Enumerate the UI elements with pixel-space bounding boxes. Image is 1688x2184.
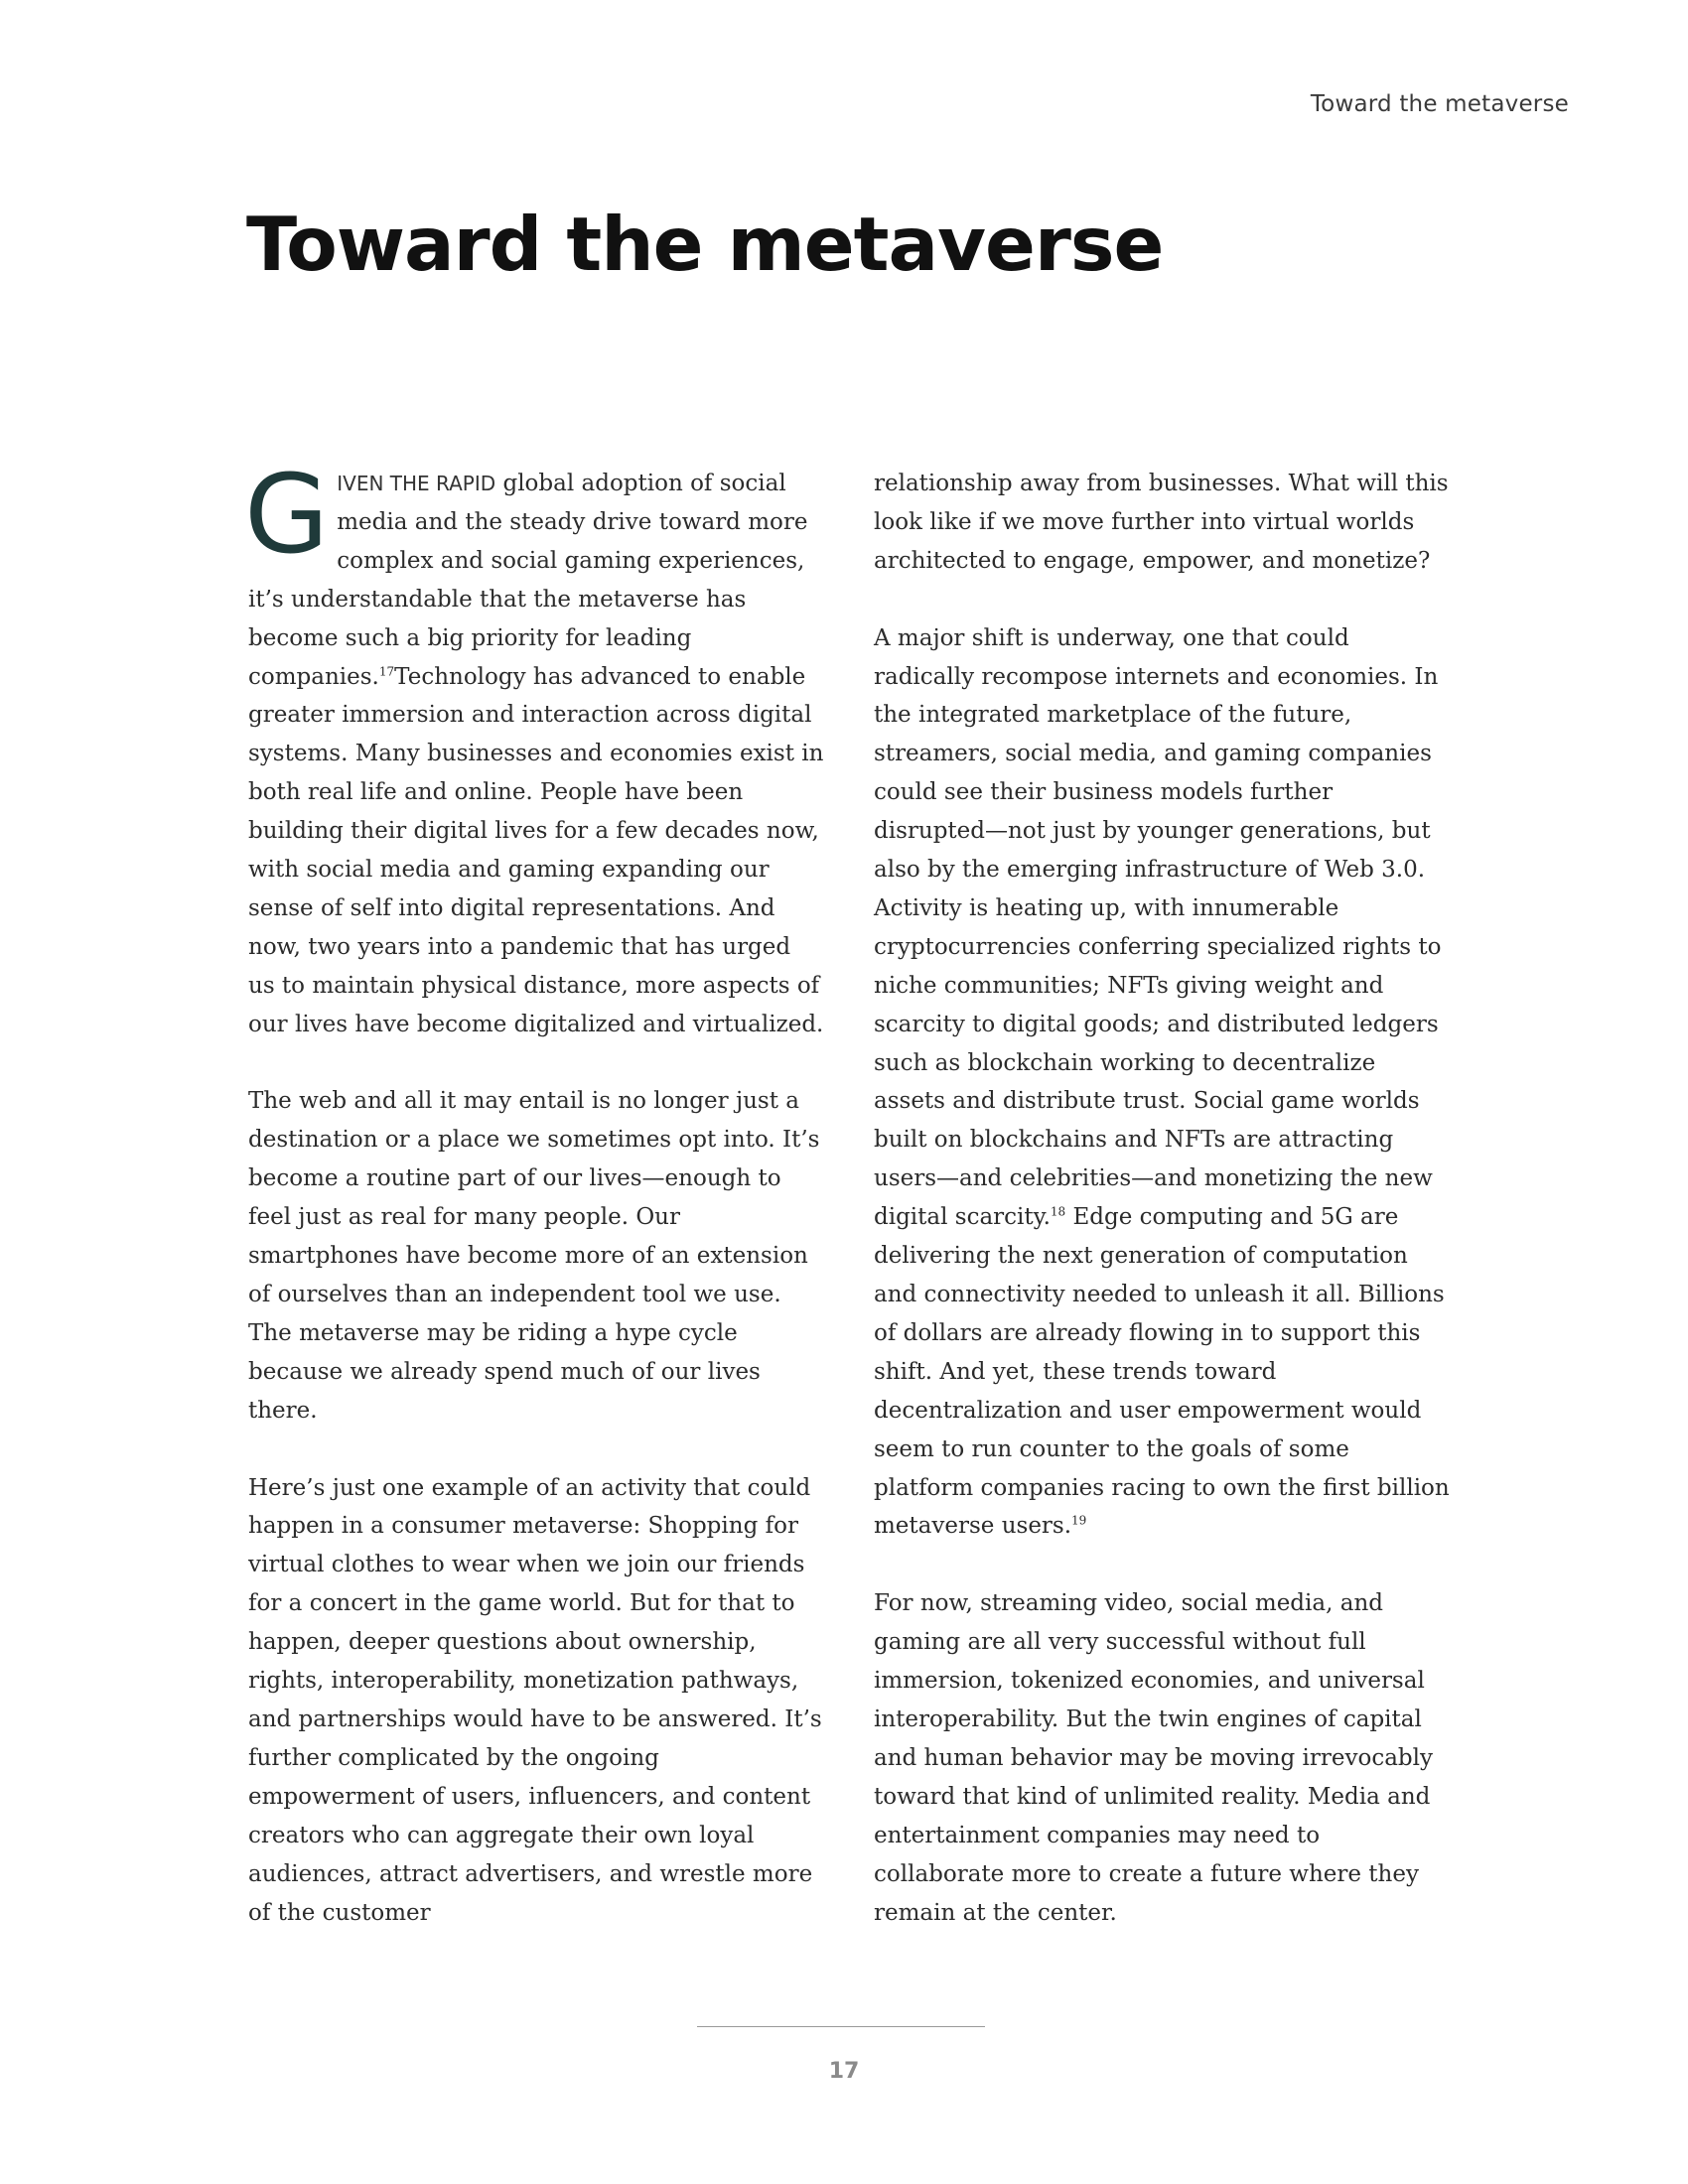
footnote-ref-18: 18 [1050, 1204, 1066, 1219]
page-title: Toward the metaverse [246, 201, 1164, 288]
running-header: Toward the metaverse [1310, 91, 1569, 117]
left-paragraph-1 [244, 451, 824, 1044]
drop-cap: G [244, 451, 330, 578]
right-paragraph-2 [874, 619, 1450, 1547]
left-paragraph-3: Here’s just one example of an activity that could happen in a consumer metaverse: Shopping for virtual clothes to wear when we join our friends for a concert in the game world. But for that to happen, deeper questions about ownership, rights, interoperability, monetization pathways, and partnerships would have to be answered. It’s further complicated by the ongoing empowerment of users, influencers, and content creators who can aggregate their own loyal audiences, attract advertisers, and wrestle more of the customer [248, 1474, 822, 1926]
paragraph-text: global adoption of social media and the steady drive toward more complex and social gaming experiences, it’s understandable that the metaverse has become such a big priority for leading companies. [248, 471, 808, 690]
right-column [874, 465, 1450, 1971]
left-paragraph-2: The web and all it may entail is no longer just a destination or a place we sometimes opt into. It’s become a routine part of our lives—enough to feel just as real for many people. Our smartphones have become more of an extension of ourselves than an independent tool we use. The metaverse may be riding a hype cycle because we already spend much of our lives there. [248, 1088, 820, 1424]
left-column [244, 451, 824, 1971]
right-paragraph-1: relationship away from businesses. What will this look like if we move further into virtual worlds architected to engage, empower, and monetize? [874, 471, 1449, 574]
paragraph-text: A major shift is underway, one that could radically recompose internets and economies. In the integrated marketplace of the future, streamers, social media, and gaming companies could see their business models further disrupted—not just by younger generations, but also by the emerging infrastructure of Web 3.0. Activity is heating up, with innumerable cryptocurrencies conferring specialized rights to niche communities; NFTs giving weight and scarcity to digital goods; and distributed ledgers such as blockchain working to decentralize assets and distribute trust. Social game worlds built on blockchains and NFTs are attracting users—and celebrities—and monetizing the new digital scarcity. [874, 624, 1442, 1231]
lead-in-text: IVEN THE RAPID [337, 472, 496, 495]
paragraph-text: Technology has advanced to enable greater immersion and interaction across digital systems. Many businesses and economies exist in both real life and online. People have been building their digital lives for a few decades now, with social media and gaming expanding our sense of self into digital representations. And now, two years into a pandemic that has urged us to maintain physical distance, more aspects of our lives have become digitalized and virtualized. [248, 663, 824, 1037]
footnote-ref-19: 19 [1071, 1513, 1087, 1528]
page-number: 17 [828, 2059, 860, 2084]
footnote-ref-17: 17 [378, 663, 395, 678]
paragraph-text: Edge computing and 5G are delivering the next generation of computation and connectivity needed to unleash it all. Billions of dollars are already flowing in to support this shift. And yet, these trends toward decentralization and user empowerment would seem to run counter to the goals of some platform companies racing to own the first billion metaverse users. [874, 1204, 1450, 1540]
right-paragraph-3: For now, streaming video, social media, and gaming are all very successful without full immersion, tokenized economies, and universal interoperability. But the twin engines of capital and human behavior may be moving irrevocably toward that kind of unlimited reality. Media and entertainment companies may need to collaborate more to create a future where they remain at the center. [874, 1590, 1433, 1926]
footer-divider [697, 2026, 985, 2027]
